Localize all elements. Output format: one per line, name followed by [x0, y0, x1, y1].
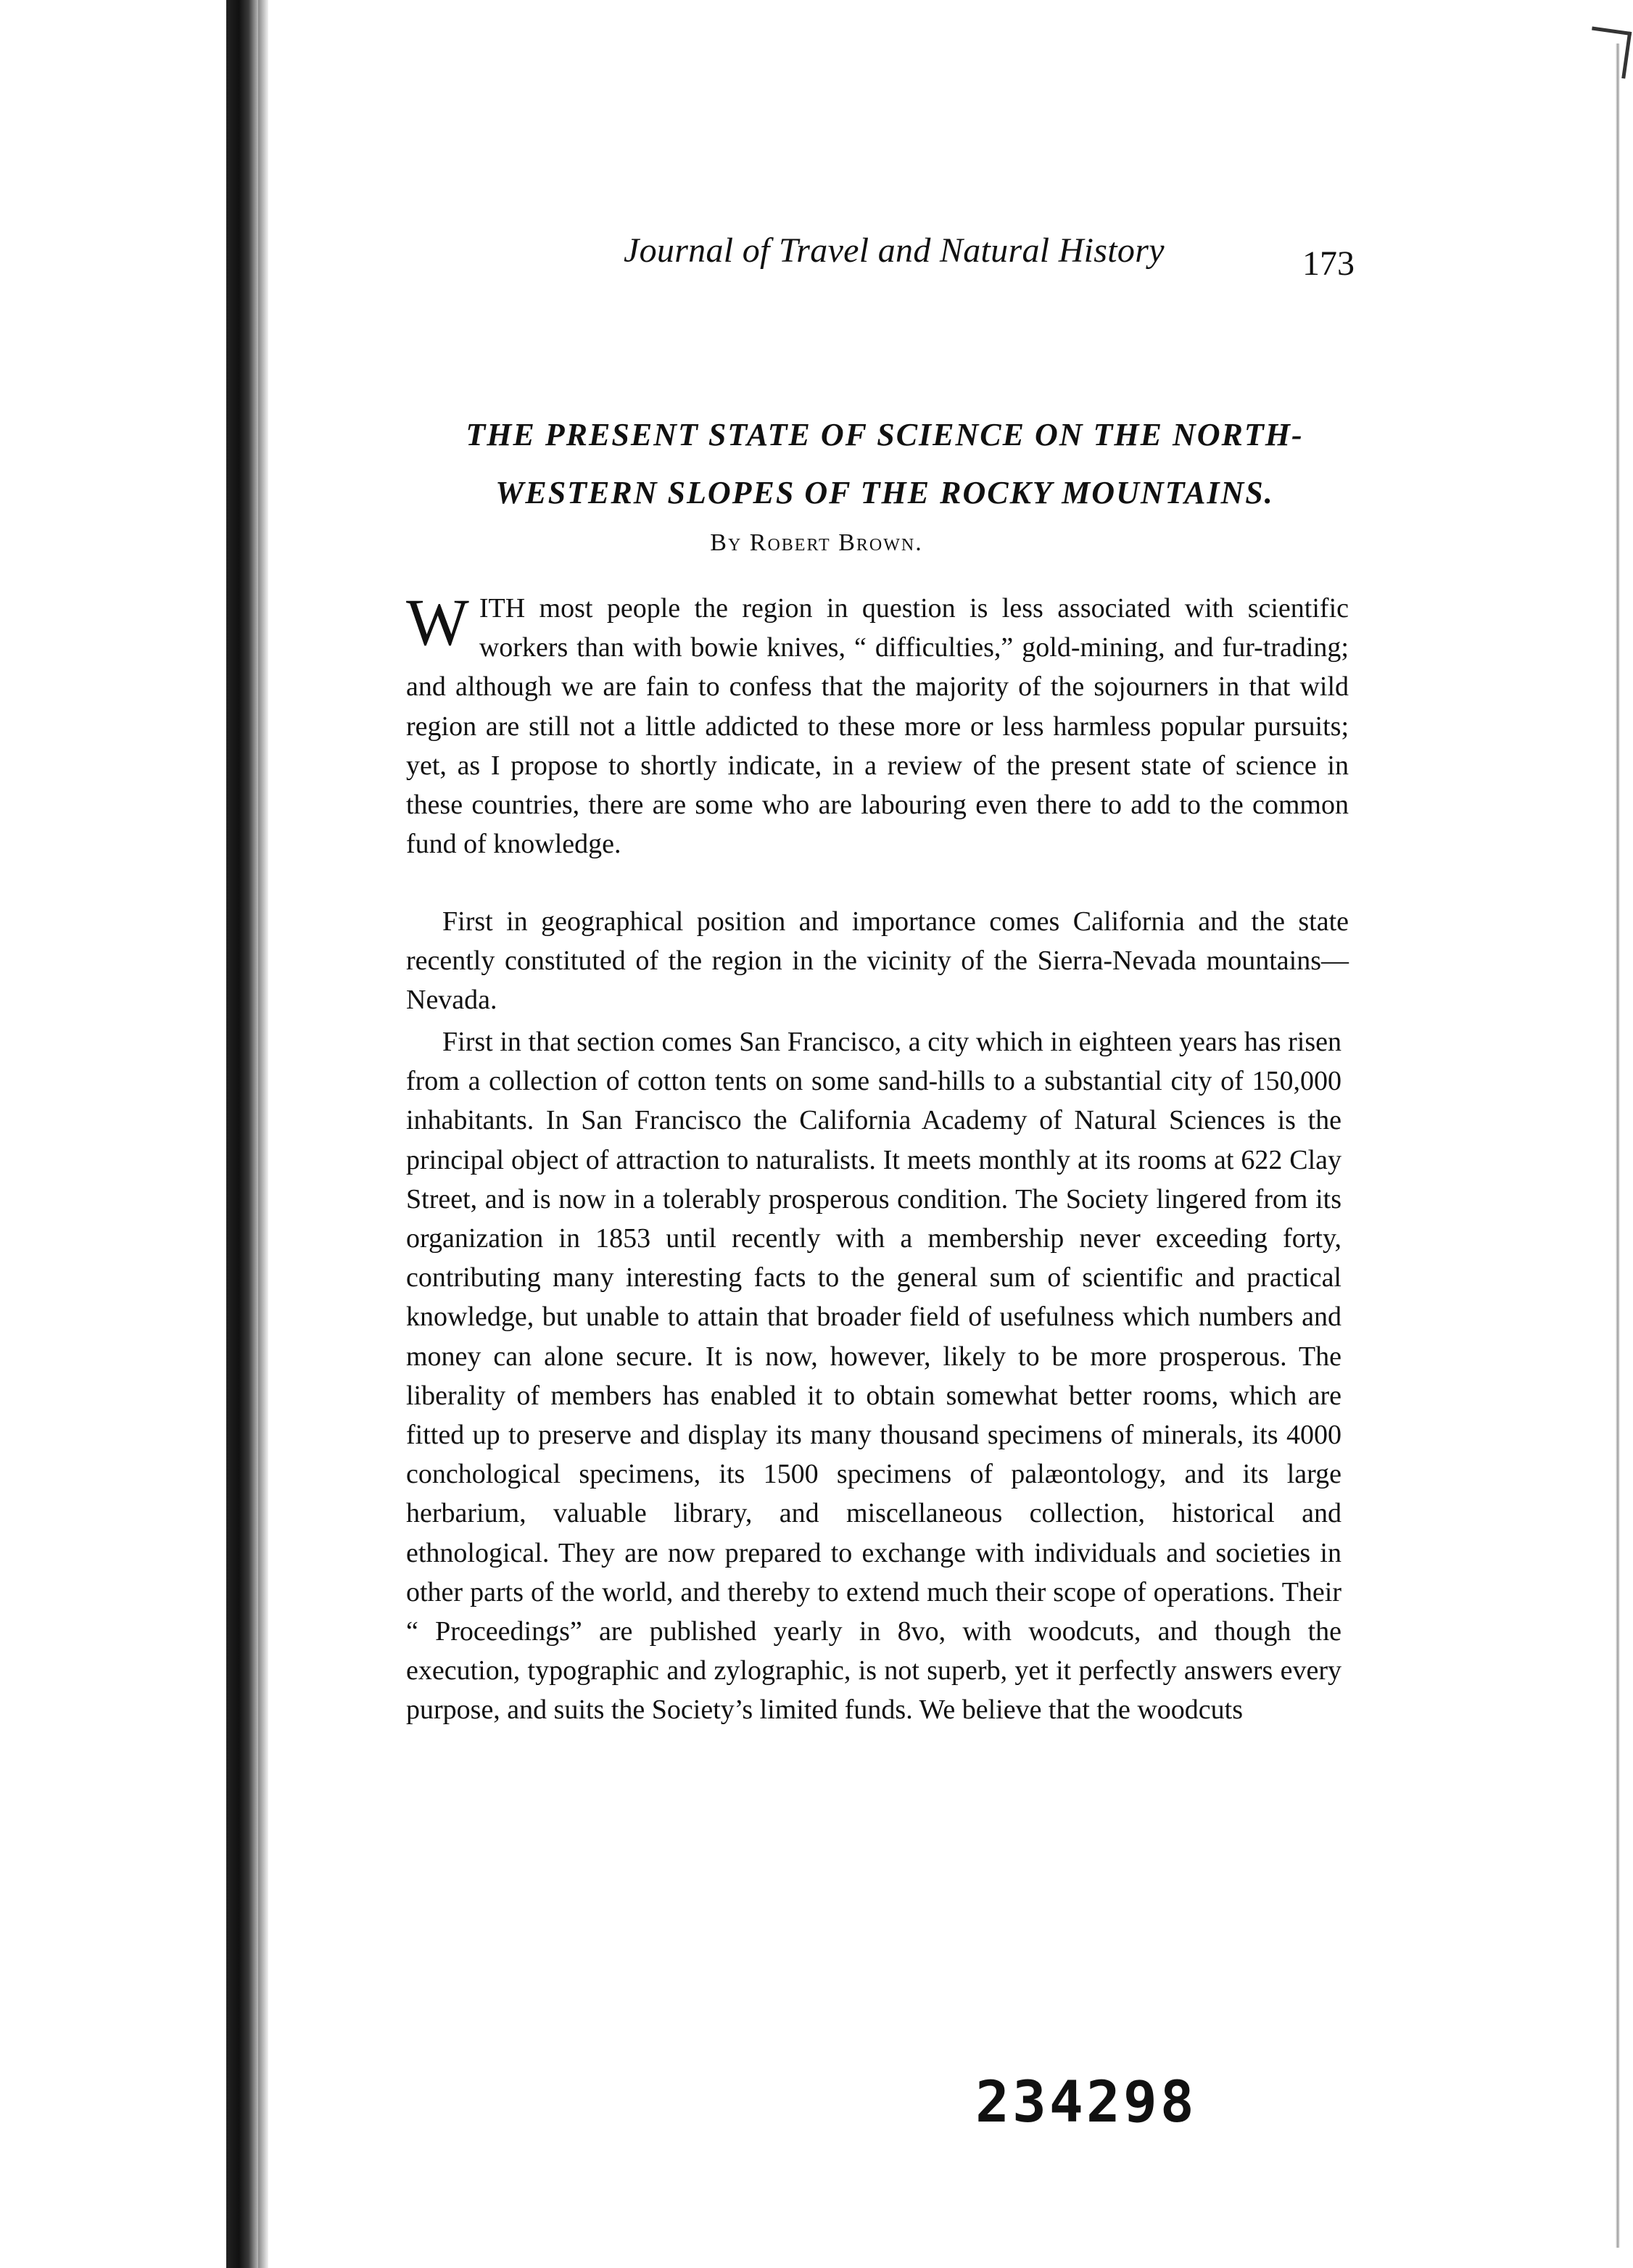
drop-cap: W — [406, 585, 469, 659]
library-stamp-number: 234298 — [975, 2070, 1197, 2135]
article-title-line-1: THE PRESENT STATE OF SCIENCE ON THE NORTH- — [466, 417, 1304, 452]
paragraph-2: First in geographical position and importance comes California and the state recently constituted of the region in the vicinity of the Sierra-Nevada mountains—Nevada. — [406, 906, 1349, 1016]
running-head: Journal of Travel and Natural History — [624, 231, 1165, 270]
left-margin — [0, 0, 232, 2268]
paragraph-1 — [406, 585, 1349, 864]
gutter-highlight — [258, 0, 268, 2268]
byline: By Robert Brown. — [710, 529, 923, 556]
corner-fold-mark — [1586, 26, 1632, 78]
page-edge — [1616, 44, 1620, 2248]
paragraph-1-block — [406, 585, 1349, 864]
book-spine-shadow — [226, 0, 258, 2268]
page-number: 173 — [1302, 244, 1355, 283]
paragraph-3: First in that section comes San Francisco, a city which in eighteen years has risen from a collection of cotton tents on some sand-hills to a substantial city of 150,000 inhabitants. In San Francisco the California Academy of Natural Sciences is the principal object of attraction to naturalists. It meets monthly at its rooms at 622 Clay Street, and is now in a tolerably prosperous condition. The Society lingered from its organization in 1853 until recently with a membership never exceeding forty, contributing many interesting facts to the general sum of scientific and practical knowledge, but unable to attain that broader field of usefulness which numbers and money can alone secure. It is now, however, likely to be more prosperous. The liberality of members has enabled it to obtain somewhat better rooms, which are fitted up to preserve and display its many thousand specimens of minerals, its 4000 conchological specimens, its 1500 specimens of palæontology, and its large herbarium, valuable library, and miscellaneous collection, historical and ethnological. They are now prepared to exchange with individuals and societies in other parts of the world, and thereby to extend much their scope of operations. Their “ Proceedings” are published yearly in 8vo, with woodcuts, and though the execution, typographic and zylographic, is not superb, yet it perfectly answers every purpose, and suits the Society’s limited funds. We believe that the woodcuts — [406, 1027, 1341, 1726]
article-title-line-2: WESTERN SLOPES OF THE ROCKY MOUNTAINS. — [495, 475, 1274, 510]
paragraph-3-block — [406, 1022, 1341, 1730]
paragraph-2-block — [406, 902, 1349, 1020]
paragraph-1-text: ITH most people the region in question is less associated with scientific workers than with bowie knives, “ difficulties,” gold-mining, and fur-trading; and although we are fain to confess that the majority of the sojourners in that wild region are still not a little addicted to these more or less harmless popular pursuits; yet, as I propose to shortly indicate, in a review of the present state of science in these countries, there are some who are labouring even there to add to the common fund of knowledge. — [406, 593, 1349, 860]
